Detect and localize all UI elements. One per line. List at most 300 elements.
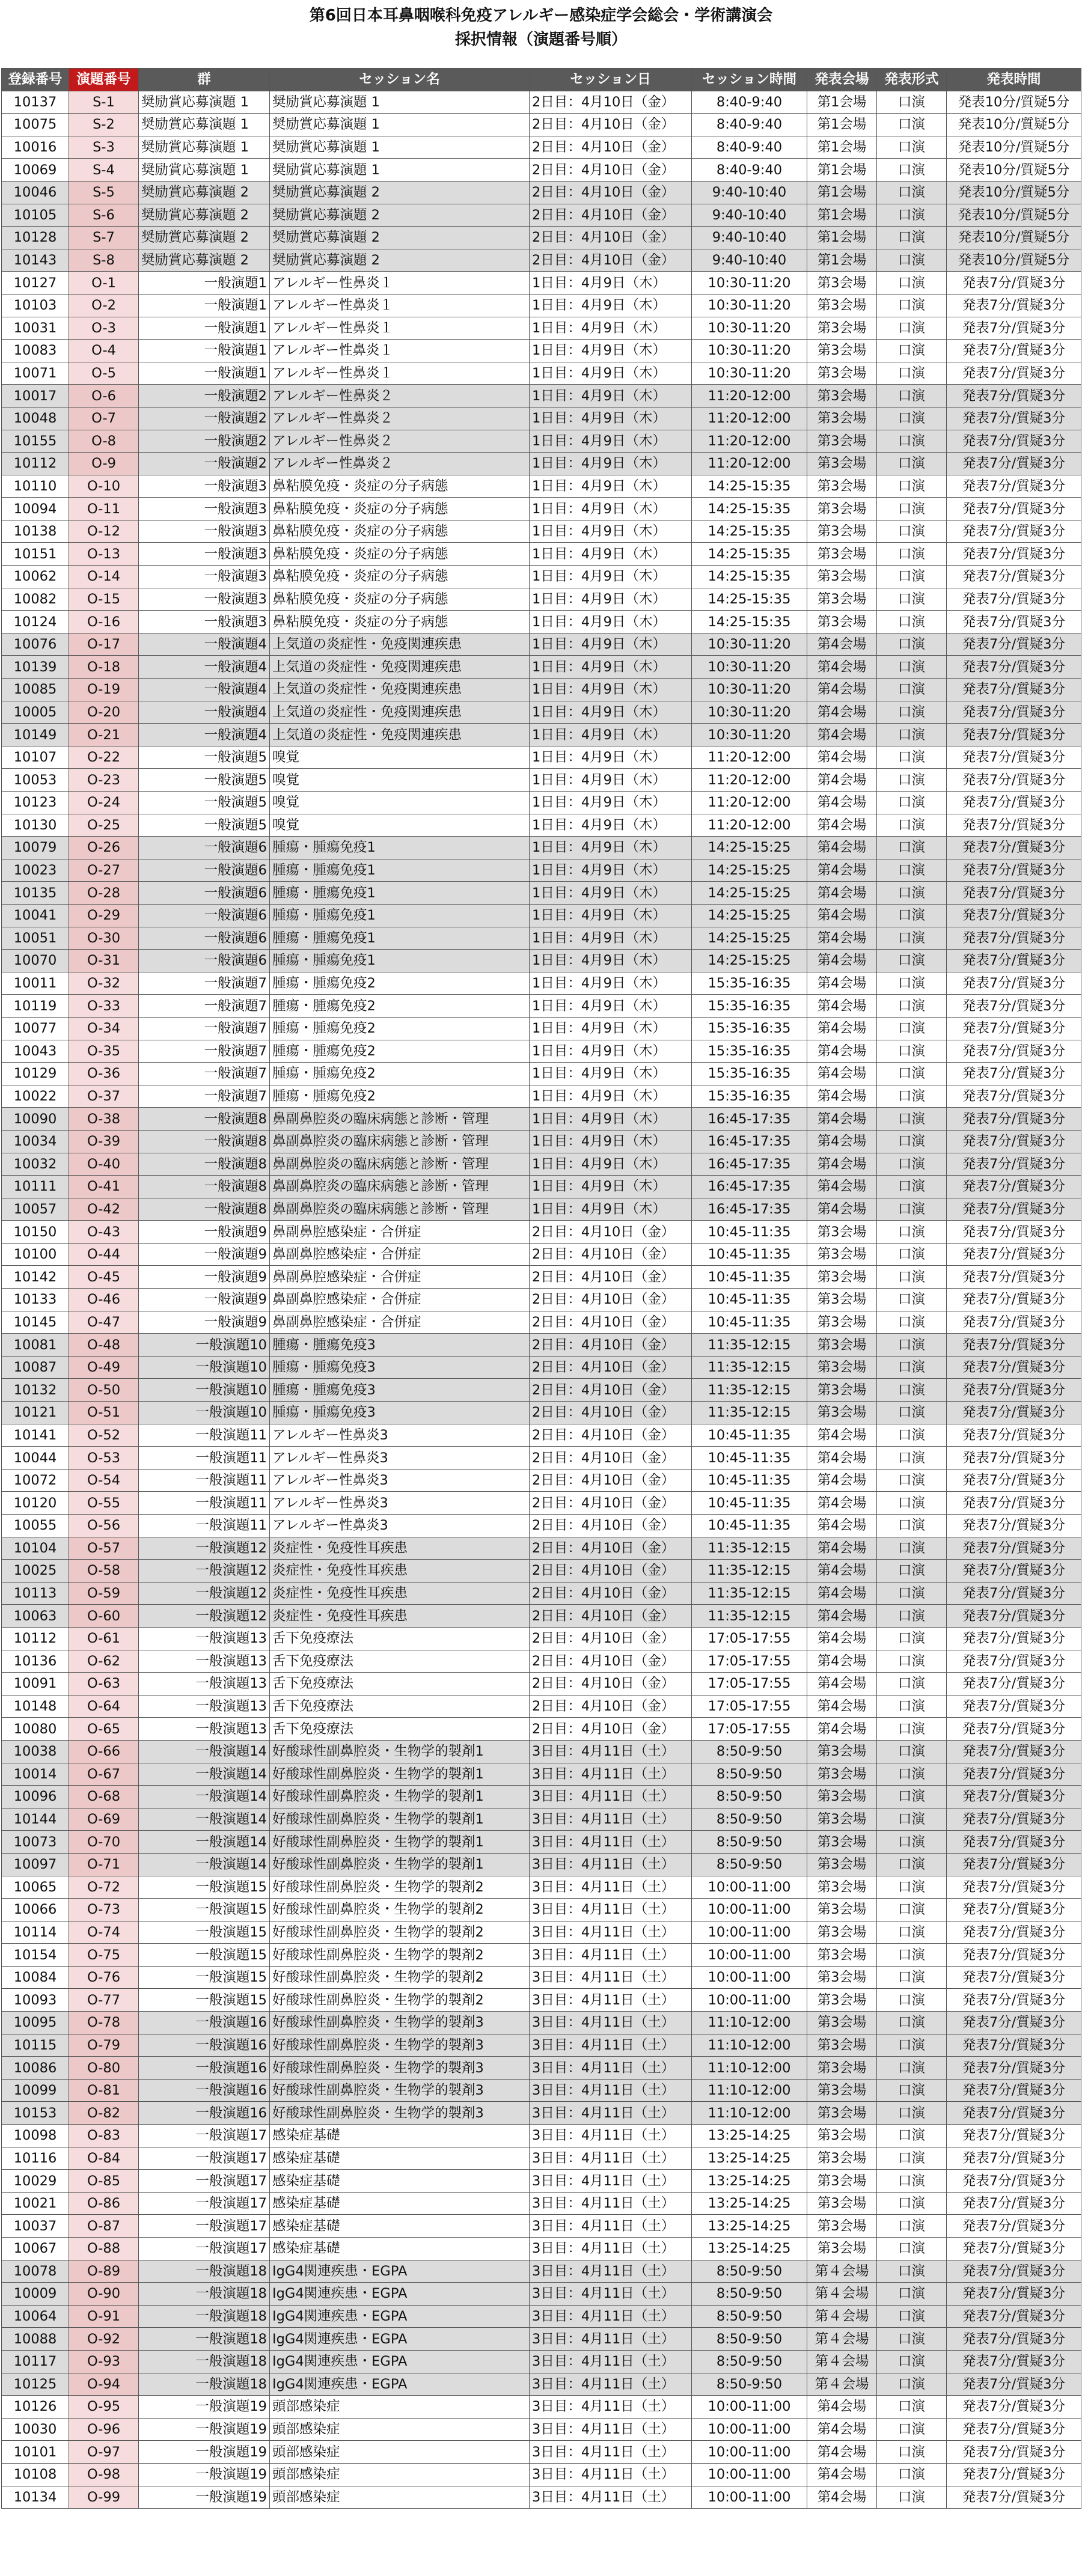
abstract-no-cell: O-96 — [69, 2418, 139, 2441]
format-cell: 口演 — [877, 1108, 947, 1131]
table-row — [2, 724, 1081, 746]
session-name-cell: 上気道の炎症性・免疫関連疾患 — [270, 656, 530, 679]
registration-no-cell: 10126 — [2, 2396, 69, 2419]
table-row — [2, 407, 1081, 430]
registration-no-cell: 10095 — [2, 2012, 69, 2034]
registration-no-cell: 10154 — [2, 1944, 69, 1967]
session-name-cell: 腫瘍・腫瘍免疫2 — [270, 995, 530, 1018]
format-cell: 口演 — [877, 1537, 947, 1560]
table-row — [2, 611, 1081, 633]
registration-no-cell: 10031 — [2, 317, 69, 340]
abstract-no-cell: O-70 — [69, 1831, 139, 1854]
abstract-no-cell: O-32 — [69, 972, 139, 995]
group-cell: 一般演題6 — [139, 904, 270, 927]
abstract-no-cell: O-90 — [69, 2283, 139, 2306]
abstract-no-cell: O-33 — [69, 995, 139, 1018]
hall-cell: 第4会場 — [807, 1537, 877, 1560]
duration-cell: 発表10分/質疑5分 — [947, 227, 1081, 249]
group-cell: 一般演題19 — [139, 2463, 270, 2486]
session-name-cell: 舌下免疫療法 — [270, 1695, 530, 1718]
group-cell: 一般演題16 — [139, 2079, 270, 2102]
session-time-cell: 16:45-17:35 — [692, 1176, 807, 1198]
format-cell: 口演 — [877, 2373, 947, 2396]
table-row — [2, 1017, 1081, 1040]
abstract-no-cell: O-8 — [69, 430, 139, 453]
session-name-cell: 腫瘍・腫瘍免疫1 — [270, 927, 530, 950]
table-row — [2, 2012, 1081, 2034]
table-row — [2, 2147, 1081, 2170]
session-name-cell: アレルギー性鼻炎１ — [270, 340, 530, 362]
hall-cell: 第4会場 — [807, 679, 877, 701]
hall-cell: 第4会場 — [807, 2396, 877, 2419]
registration-no-cell: 10107 — [2, 746, 69, 769]
hall-cell: 第3会場 — [807, 2147, 877, 2170]
session-time-cell: 17:05-17:55 — [692, 1695, 807, 1718]
format-cell: 口演 — [877, 1627, 947, 1650]
format-cell: 口演 — [877, 2283, 947, 2306]
registration-no-cell: 10103 — [2, 294, 69, 317]
duration-cell: 発表7分/質疑3分 — [947, 2057, 1081, 2080]
registration-no-cell: 10117 — [2, 2350, 69, 2373]
session-name-cell: 奨励賞応募演題 2 — [270, 181, 530, 204]
session-time-cell: 10:00-11:00 — [692, 2486, 807, 2509]
session-name-cell: アレルギー性鼻炎3 — [270, 1515, 530, 1537]
table-body — [2, 91, 1081, 2509]
group-cell: 一般演題15 — [139, 1876, 270, 1899]
hall-cell: 第4会場 — [807, 1582, 877, 1605]
group-cell: 一般演題8 — [139, 1176, 270, 1198]
format-cell: 口演 — [877, 1017, 947, 1040]
session-date-cell: 3日目：4月11日（土） — [530, 2102, 692, 2125]
table-row — [2, 204, 1081, 227]
table-row — [2, 1176, 1081, 1198]
duration-cell: 発表7分/質疑3分 — [947, 1447, 1081, 1470]
format-cell: 口演 — [877, 2170, 947, 2193]
group-cell: 一般演題13 — [139, 1695, 270, 1718]
table-row — [2, 1469, 1081, 1492]
registration-no-cell: 10137 — [2, 91, 69, 114]
format-cell: 口演 — [877, 882, 947, 905]
duration-cell: 発表7分/質疑3分 — [947, 927, 1081, 950]
table-row — [2, 272, 1081, 295]
format-cell: 口演 — [877, 1424, 947, 1447]
duration-cell: 発表7分/質疑3分 — [947, 2034, 1081, 2057]
table-row — [2, 181, 1081, 204]
session-name-cell: 頭部感染症 — [270, 2463, 530, 2486]
session-date-cell: 3日目：4月11日（土） — [530, 2057, 692, 2080]
format-cell: 口演 — [877, 859, 947, 882]
group-cell: 一般演題4 — [139, 633, 270, 656]
abstract-no-cell: O-31 — [69, 950, 139, 972]
session-name-cell: 鼻粘膜免疫・炎症の分子病態 — [270, 475, 530, 498]
registration-no-cell: 10011 — [2, 972, 69, 995]
session-date-cell: 2日目：4月10日（金） — [530, 1627, 692, 1650]
registration-no-cell: 10132 — [2, 1379, 69, 1402]
session-name-cell: 頭部感染症 — [270, 2441, 530, 2464]
hall-cell: 第1会場 — [807, 227, 877, 249]
registration-no-cell: 10094 — [2, 498, 69, 520]
abstract-no-cell: O-61 — [69, 1627, 139, 1650]
group-cell: 一般演題17 — [139, 2125, 270, 2147]
format-cell: 口演 — [877, 1040, 947, 1063]
session-name-cell: アレルギー性鼻炎3 — [270, 1492, 530, 1515]
format-cell: 口演 — [877, 588, 947, 611]
hall-cell: 第3会場 — [807, 611, 877, 633]
session-name-cell: 好酸球性副鼻腔炎・生物学的製剤2 — [270, 1966, 530, 1989]
duration-cell: 発表7分/質疑3分 — [947, 362, 1081, 385]
abstract-no-cell: S-8 — [69, 249, 139, 272]
format-cell: 口演 — [877, 2396, 947, 2419]
abstract-no-cell: O-80 — [69, 2057, 139, 2080]
format-cell: 口演 — [877, 1808, 947, 1831]
table-row — [2, 566, 1081, 588]
session-date-cell: 3日目：4月11日（土） — [530, 2486, 692, 2509]
session-time-cell: 15:35-16:35 — [692, 1085, 807, 1108]
format-cell: 口演 — [877, 950, 947, 972]
session-time-cell: 10:45-11:35 — [692, 1515, 807, 1537]
abstract-no-cell: O-98 — [69, 2463, 139, 2486]
duration-cell: 発表7分/質疑3分 — [947, 1063, 1081, 1085]
group-cell: 一般演題16 — [139, 2034, 270, 2057]
duration-cell: 発表7分/質疑3分 — [947, 1221, 1081, 1244]
session-date-cell: 1日目：4月9日（木） — [530, 701, 692, 724]
duration-cell: 発表7分/質疑3分 — [947, 633, 1081, 656]
duration-cell: 発表7分/質疑3分 — [947, 2396, 1081, 2419]
abstract-no-cell: O-1 — [69, 272, 139, 295]
group-cell: 一般演題3 — [139, 520, 270, 543]
session-name-cell: 鼻粘膜免疫・炎症の分子病態 — [270, 498, 530, 520]
document-header — [0, 0, 1082, 66]
session-time-cell: 10:00-11:00 — [692, 1989, 807, 2012]
session-date-cell: 2日目：4月10日（金） — [530, 1424, 692, 1447]
group-cell: 一般演題6 — [139, 950, 270, 972]
registration-no-cell: 10009 — [2, 2283, 69, 2306]
group-cell: 一般演題14 — [139, 1853, 270, 1876]
format-cell: 口演 — [877, 656, 947, 679]
duration-cell: 発表7分/質疑3分 — [947, 2486, 1081, 2509]
session-date-cell: 1日目：4月9日（木） — [530, 1176, 692, 1198]
session-name-cell: 腫瘍・腫瘍免疫3 — [270, 1402, 530, 1424]
registration-no-cell: 10080 — [2, 1718, 69, 1741]
abstract-no-cell: O-9 — [69, 453, 139, 475]
table-row — [2, 2238, 1081, 2260]
session-date-cell: 1日目：4月9日（木） — [530, 588, 692, 611]
session-date-cell: 2日目：4月10日（金） — [530, 1718, 692, 1741]
hall-cell: 第3会場 — [807, 1831, 877, 1854]
group-cell: 一般演題11 — [139, 1469, 270, 1492]
table-row — [2, 1650, 1081, 1673]
hall-cell: 第4会場 — [807, 1130, 877, 1153]
session-date-cell: 1日目：4月9日（木） — [530, 769, 692, 792]
session-name-cell: 鼻副鼻腔炎の臨床病態と診断・管理 — [270, 1153, 530, 1176]
session-date-cell: 3日目：4月11日（土） — [530, 1786, 692, 1808]
abstract-no-cell: O-69 — [69, 1808, 139, 1831]
group-cell: 一般演題10 — [139, 1379, 270, 1402]
session-name-cell: IgG4関連疾患・EGPA — [270, 2373, 530, 2396]
hall-cell: 第4会場 — [807, 1695, 877, 1718]
duration-cell: 発表10分/質疑5分 — [947, 159, 1081, 182]
registration-no-cell: 10116 — [2, 2147, 69, 2170]
table-row — [2, 227, 1081, 249]
group-cell: 一般演題12 — [139, 1537, 270, 1560]
session-time-cell: 10:30-11:20 — [692, 724, 807, 746]
abstract-no-cell: O-55 — [69, 1492, 139, 1515]
session-date-cell: 1日目：4月9日（木） — [530, 272, 692, 295]
format-cell: 口演 — [877, 1650, 947, 1673]
table-row — [2, 837, 1081, 859]
table-row — [2, 1560, 1081, 1583]
abstract-no-cell: O-3 — [69, 317, 139, 340]
format-cell: 口演 — [877, 1944, 947, 1967]
duration-cell: 発表7分/質疑3分 — [947, 1537, 1081, 1560]
hall-cell: 第4会場 — [807, 1650, 877, 1673]
session-time-cell: 14:25-15:35 — [692, 520, 807, 543]
group-cell: 一般演題7 — [139, 1085, 270, 1108]
registration-no-cell: 10022 — [2, 1085, 69, 1108]
hall-cell: 第4会場 — [807, 1063, 877, 1085]
duration-cell: 発表7分/質疑3分 — [947, 2125, 1081, 2147]
session-time-cell: 11:35-12:15 — [692, 1560, 807, 1583]
session-time-cell: 10:30-11:20 — [692, 317, 807, 340]
registration-no-cell: 10101 — [2, 2441, 69, 2464]
table-row — [2, 498, 1081, 520]
session-name-cell: 炎症性・免疫性耳疾患 — [270, 1582, 530, 1605]
format-cell: 口演 — [877, 1447, 947, 1470]
column-header-hall: 発表会場 — [807, 69, 877, 91]
session-time-cell: 11:20-12:00 — [692, 769, 807, 792]
hall-cell: 第3会場 — [807, 1311, 877, 1334]
group-cell: 奨励賞応募演題 1 — [139, 114, 270, 136]
table-row — [2, 1379, 1081, 1402]
hall-cell: 第4会場 — [807, 882, 877, 905]
duration-cell: 発表7分/質疑3分 — [947, 950, 1081, 972]
hall-cell: 第3会場 — [807, 317, 877, 340]
table-row — [2, 2125, 1081, 2147]
registration-no-cell: 10145 — [2, 1311, 69, 1334]
session-name-cell: 感染症基礎 — [270, 2215, 530, 2238]
group-cell: 一般演題4 — [139, 679, 270, 701]
session-name-cell: 腫瘍・腫瘍免疫3 — [270, 1334, 530, 1357]
registration-no-cell: 10037 — [2, 2215, 69, 2238]
session-time-cell: 11:20-12:00 — [692, 792, 807, 814]
session-time-cell: 10:00-11:00 — [692, 1876, 807, 1899]
session-date-cell: 2日目：4月10日（金） — [530, 1515, 692, 1537]
session-name-cell: アレルギー性鼻炎１ — [270, 294, 530, 317]
duration-cell: 発表7分/質疑3分 — [947, 1492, 1081, 1515]
duration-cell: 発表7分/質疑3分 — [947, 498, 1081, 520]
session-name-cell: 好酸球性副鼻腔炎・生物学的製剤3 — [270, 2057, 530, 2080]
hall-cell: 第4会場 — [807, 1017, 877, 1040]
session-time-cell: 10:00-11:00 — [692, 2463, 807, 2486]
session-time-cell: 10:45-11:35 — [692, 1311, 807, 1334]
table-row — [2, 543, 1081, 566]
session-date-cell: 1日目：4月9日（木） — [530, 724, 692, 746]
format-cell: 口演 — [877, 701, 947, 724]
hall-cell: 第4会場 — [807, 792, 877, 814]
session-time-cell: 10:45-11:35 — [692, 1447, 807, 1470]
hall-cell: 第3会場 — [807, 2057, 877, 2080]
session-date-cell: 2日目：4月10日（金） — [530, 1379, 692, 1402]
hall-cell: 第4会場 — [807, 1605, 877, 1628]
duration-cell: 発表7分/質疑3分 — [947, 1108, 1081, 1131]
table-row — [2, 2486, 1081, 2509]
session-name-cell: アレルギー性鼻炎２ — [270, 407, 530, 430]
hall-cell: 第3会場 — [807, 1944, 877, 1967]
registration-no-cell: 10016 — [2, 136, 69, 159]
abstract-no-cell: O-66 — [69, 1740, 139, 1763]
group-cell: 一般演題5 — [139, 792, 270, 814]
session-date-cell: 1日目：4月9日（木） — [530, 882, 692, 905]
session-time-cell: 9:40-10:40 — [692, 181, 807, 204]
hall-cell: 第3会場 — [807, 2192, 877, 2215]
duration-cell: 発表7分/質疑3分 — [947, 837, 1081, 859]
session-time-cell: 8:50-9:50 — [692, 2350, 807, 2373]
session-name-cell: アレルギー性鼻炎２ — [270, 385, 530, 407]
session-name-cell: アレルギー性鼻炎１ — [270, 317, 530, 340]
duration-cell: 発表7分/質疑3分 — [947, 520, 1081, 543]
session-time-cell: 10:45-11:35 — [692, 1266, 807, 1289]
abstract-no-cell: O-27 — [69, 859, 139, 882]
session-date-cell: 1日目：4月9日（木） — [530, 566, 692, 588]
duration-cell: 発表7分/質疑3分 — [947, 1695, 1081, 1718]
abstract-no-cell: O-17 — [69, 633, 139, 656]
session-date-cell: 2日目：4月10日（金） — [530, 1266, 692, 1289]
format-cell: 口演 — [877, 1334, 947, 1357]
abstract-no-cell: O-54 — [69, 1469, 139, 1492]
format-cell: 口演 — [877, 1063, 947, 1085]
session-date-cell: 2日目：4月10日（金） — [530, 1695, 692, 1718]
session-time-cell: 11:35-12:15 — [692, 1334, 807, 1357]
table-row — [2, 114, 1081, 136]
session-time-cell: 11:10-12:00 — [692, 2012, 807, 2034]
format-cell: 口演 — [877, 453, 947, 475]
hall-cell: 第3会場 — [807, 1740, 877, 1763]
registration-no-cell: 10134 — [2, 2486, 69, 2509]
session-date-cell: 2日目：4月10日（金） — [530, 91, 692, 114]
session-date-cell: 2日目：4月10日（金） — [530, 1447, 692, 1470]
format-cell: 口演 — [877, 1402, 947, 1424]
abstract-no-cell: O-18 — [69, 656, 139, 679]
registration-no-cell: 10076 — [2, 633, 69, 656]
duration-cell: 発表7分/質疑3分 — [947, 1853, 1081, 1876]
session-name-cell: 腫瘍・腫瘍免疫1 — [270, 837, 530, 859]
session-name-cell: 嗅覚 — [270, 792, 530, 814]
abstract-no-cell: O-74 — [69, 1921, 139, 1944]
column-header-session-time: セッション時間 — [692, 69, 807, 91]
hall-cell: 第3会場 — [807, 2034, 877, 2057]
session-date-cell: 3日目：4月11日（土） — [530, 2170, 692, 2193]
abstract-no-cell: O-49 — [69, 1356, 139, 1379]
session-name-cell: 鼻副鼻腔炎の臨床病態と診断・管理 — [270, 1130, 530, 1153]
registration-no-cell: 10119 — [2, 995, 69, 1018]
group-cell: 一般演題13 — [139, 1650, 270, 1673]
duration-cell: 発表7分/質疑3分 — [947, 1289, 1081, 1311]
group-cell: 一般演題17 — [139, 2147, 270, 2170]
table-row — [2, 1582, 1081, 1605]
table-row — [2, 1786, 1081, 1808]
registration-no-cell: 10155 — [2, 430, 69, 453]
registration-no-cell: 10148 — [2, 1695, 69, 1718]
group-cell: 一般演題19 — [139, 2396, 270, 2419]
session-name-cell: 奨励賞応募演題 1 — [270, 159, 530, 182]
registration-no-cell: 10051 — [2, 927, 69, 950]
format-cell: 口演 — [877, 204, 947, 227]
abstract-no-cell: O-75 — [69, 1944, 139, 1967]
duration-cell: 発表7分/質疑3分 — [947, 407, 1081, 430]
abstract-no-cell: O-86 — [69, 2192, 139, 2215]
session-name-cell: 好酸球性副鼻腔炎・生物学的製剤1 — [270, 1740, 530, 1763]
registration-no-cell: 10046 — [2, 181, 69, 204]
session-date-cell: 3日目：4月11日（土） — [530, 1966, 692, 1989]
session-name-cell: アレルギー性鼻炎１ — [270, 362, 530, 385]
duration-cell: 発表7分/質疑3分 — [947, 1989, 1081, 2012]
session-time-cell: 14:25-15:25 — [692, 904, 807, 927]
group-cell: 一般演題5 — [139, 814, 270, 837]
session-date-cell: 1日目：4月9日（木） — [530, 927, 692, 950]
abstract-no-cell: O-23 — [69, 769, 139, 792]
group-cell: 一般演題6 — [139, 927, 270, 950]
session-date-cell: 1日目：4月9日（木） — [530, 904, 692, 927]
session-time-cell: 9:40-10:40 — [692, 204, 807, 227]
session-time-cell: 11:20-12:00 — [692, 385, 807, 407]
session-name-cell: 鼻副鼻腔炎の臨床病態と診断・管理 — [270, 1176, 530, 1198]
table-row — [2, 385, 1081, 407]
registration-no-cell: 10055 — [2, 1515, 69, 1537]
group-cell: 一般演題9 — [139, 1221, 270, 1244]
session-name-cell: 感染症基礎 — [270, 2147, 530, 2170]
registration-no-cell: 10014 — [2, 1763, 69, 1786]
registration-no-cell: 10078 — [2, 2260, 69, 2283]
session-time-cell: 14:25-15:25 — [692, 882, 807, 905]
registration-no-cell: 10025 — [2, 1560, 69, 1583]
group-cell: 一般演題2 — [139, 430, 270, 453]
session-time-cell: 15:35-16:35 — [692, 1017, 807, 1040]
registration-no-cell: 10097 — [2, 1853, 69, 1876]
group-cell: 一般演題15 — [139, 1966, 270, 1989]
group-cell: 一般演題10 — [139, 1334, 270, 1357]
duration-cell: 発表7分/質疑3分 — [947, 1176, 1081, 1198]
duration-cell: 発表7分/質疑3分 — [947, 1424, 1081, 1447]
duration-cell: 発表7分/質疑3分 — [947, 475, 1081, 498]
registration-no-cell: 10090 — [2, 1108, 69, 1131]
hall-cell: 第3会場 — [807, 1966, 877, 1989]
session-name-cell: 鼻粘膜免疫・炎症の分子病態 — [270, 566, 530, 588]
group-cell: 一般演題1 — [139, 272, 270, 295]
duration-cell: 発表7分/質疑3分 — [947, 2441, 1081, 2464]
duration-cell: 発表7分/質疑3分 — [947, 1198, 1081, 1221]
session-time-cell: 10:45-11:35 — [692, 1424, 807, 1447]
session-date-cell: 2日目：4月10日（金） — [530, 1334, 692, 1357]
duration-cell: 発表7分/質疑3分 — [947, 1402, 1081, 1424]
session-date-cell: 1日目：4月9日（木） — [530, 1153, 692, 1176]
session-name-cell: 好酸球性副鼻腔炎・生物学的製剤2 — [270, 1876, 530, 1899]
group-cell: 一般演題14 — [139, 1786, 270, 1808]
format-cell: 口演 — [877, 1492, 947, 1515]
session-time-cell: 14:25-15:35 — [692, 475, 807, 498]
session-date-cell: 3日目：4月11日（土） — [530, 2012, 692, 2034]
abstract-no-cell: O-39 — [69, 1130, 139, 1153]
table-row — [2, 633, 1081, 656]
abstract-no-cell: O-4 — [69, 340, 139, 362]
registration-no-cell: 10091 — [2, 1673, 69, 1695]
group-cell: 一般演題10 — [139, 1356, 270, 1379]
hall-cell: 第4会場 — [807, 837, 877, 859]
abstract-no-cell: O-97 — [69, 2441, 139, 2464]
session-date-cell: 2日目：4月10日（金） — [530, 227, 692, 249]
hall-cell: 第3会場 — [807, 520, 877, 543]
abstract-no-cell: O-77 — [69, 1989, 139, 2012]
registration-no-cell: 10135 — [2, 882, 69, 905]
